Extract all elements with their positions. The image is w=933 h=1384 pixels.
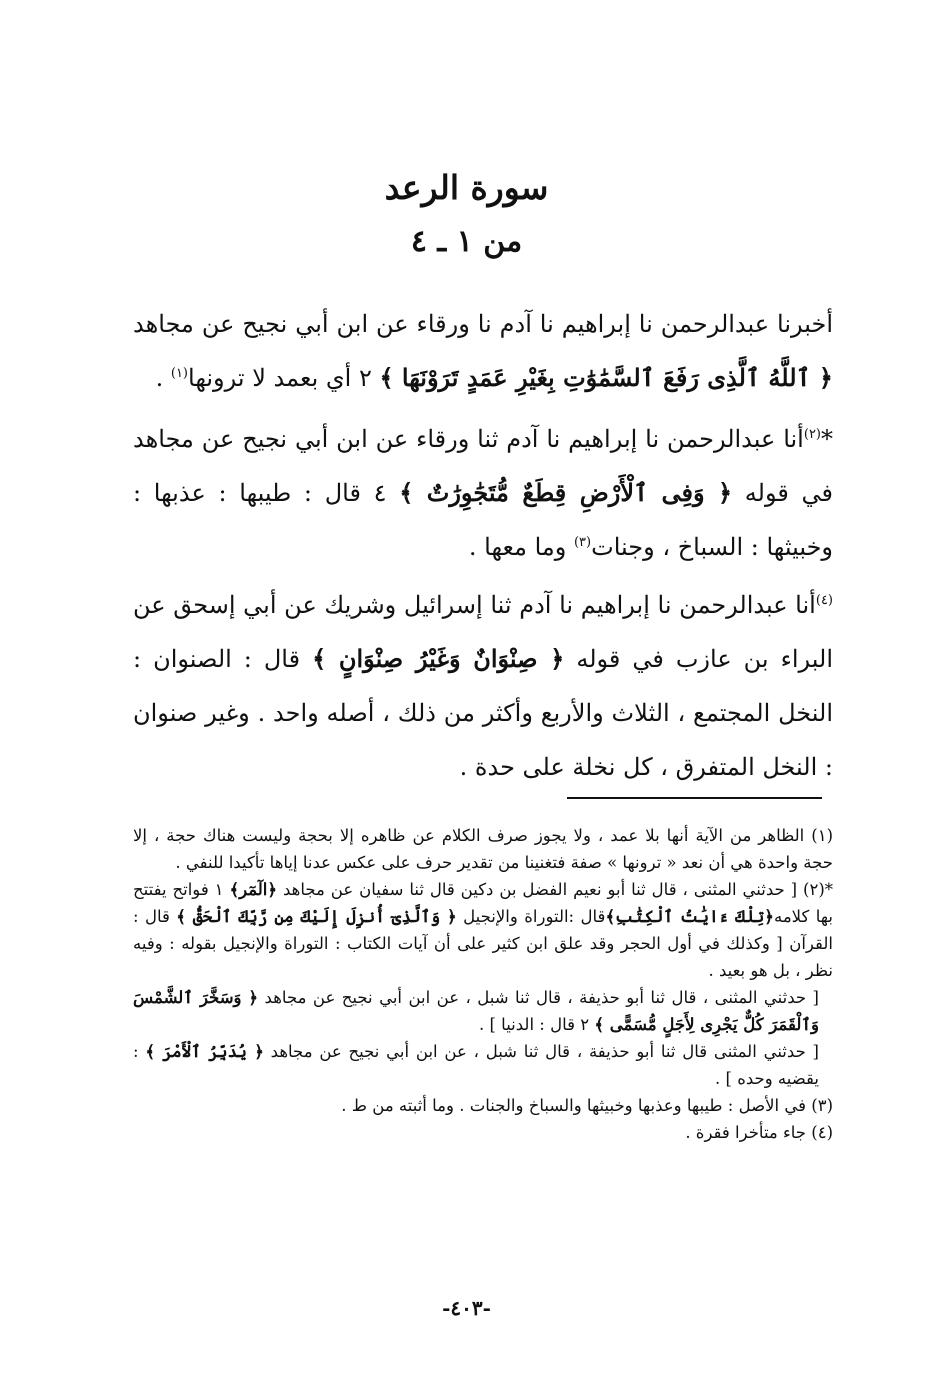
verse-range-subtitle: من ١ ـ ٤: [410, 224, 523, 259]
footnote-text: [ حدثني المثنى قال ثنا أبو حذيفة ، قال ثنا شبل ، عن ابن أبي نجيح عن مجاهد: [263, 1042, 819, 1061]
footnote-2-addendum-2: [133, 1038, 833, 1092]
footnote-3: (٣) في الأصل : طيبها وعذبها وخبيثها والسباخ والجنات . وما أثبته من ط .: [341, 1096, 833, 1115]
quran-quote: ﴿ يُدَبِّرُ ٱلْأَمْرَ ﴾: [145, 1042, 264, 1061]
footnote-ref[interactable]: (٤): [815, 593, 833, 608]
footnote-ref[interactable]: (٣): [573, 535, 592, 550]
surah-title: سورة الرعد: [384, 168, 549, 207]
footnote-4: (٤) جاء متأخرا فقرة .: [685, 1123, 833, 1142]
narration-text: .: [155, 364, 171, 392]
footnotes: [133, 822, 833, 1146]
footnote-2: [133, 876, 833, 984]
narration-text: وما معها .: [468, 533, 574, 561]
narration-text: قال : الصنوان : النخل المجتمع ، الثلاث والأربع وأكثر من ذلك ، أصله واحد . وغير صنوان : النخل المتفرق ، كل نخلة على حدة .: [133, 645, 833, 781]
narration-text: ٤ قال : طيبها : عذبها : وخبيثها : السباخ ، وجنات: [133, 479, 833, 561]
narration-text: ٢ أي بعمد لا ترونها: [188, 364, 380, 392]
narration-text: أخبرنا عبدالرحمن نا إبراهيم نا آدم نا ورقاء عن ابن أبي نجيح عن مجاهد: [133, 310, 833, 338]
quran-quote: ﴿تِلْكَ ءَايَٰتُ ٱلْكِتَٰبِ﴾: [605, 907, 774, 926]
footnote-text: [ حدثني المثنى ، قال ثنا أبو حذيفة ، قال ثنا شبل ، عن ابن أبي نجيح عن مجاهد: [258, 988, 819, 1007]
narration-paragraph-1: [133, 297, 833, 405]
narration-paragraph-2: [133, 412, 833, 574]
footnote-text: ٢ قال : الدنيا ] .: [479, 1015, 595, 1034]
quran-quote: ﴿ وَسَخَّرَ ٱلشَّمْسَ وَٱلْقَمَرَ كُلٌّ يَجْرِى لِأَجَلٍ مُّسَمًّى ﴾: [133, 988, 819, 1034]
footnote-text: *(٢) [ حدثني المثنى ، قال ثنا أبو نعيم الفضل بن دكين قال ثنا سفيان عن مجاهد: [277, 880, 833, 899]
footnote-text: : يقضيه وحده ] .: [133, 1042, 819, 1088]
footnote-text: قال :التوراة والإنجيل: [456, 907, 606, 926]
quran-quote: ﴿ صِنْوَانٌ وَغَيْرُ صِنْوَانٍ ﴾: [312, 644, 565, 673]
narration-text: أنا عبدالرحمن نا إبراهيم نا آدم ثنا ورقاء عن ابن أبي نجيح عن مجاهد في قوله: [133, 425, 833, 507]
footnote-1: (١) الظاهر من الآية أنها بلا عمد ، ولا يجوز صرف الكلام عن ظاهره إلا بحجة وليست هناك حجة ، إلا حجة واحدة هي أن نعد « ترونها » صفة فتغنينا من تقدير حرف على عكس عدنا إياها تأكيدا للنفي .: [133, 826, 833, 872]
page-number: -٤٠٣-: [442, 1296, 491, 1320]
asterisk-mark: *: [821, 425, 833, 453]
footnote-divider: [567, 797, 822, 799]
footnote-text: قال : القرآن [ وكذلك في أول الحجر وقد علق ابن كثير على أن آيات الكتاب : التوراة والإنجيل بقوله : وفيه نظر ، بل هو بعيد .: [133, 907, 833, 980]
quran-quote: ﴿ وَٱلَّذِىٓ أُنزِلَ إِلَيْكَ مِن رَّبِّكَ ٱلْحَقُّ ﴾: [176, 907, 457, 926]
quran-quote: ﴿ ٱللَّهُ ٱلَّذِى رَفَعَ ٱلسَّمَٰوَٰتِ بِغَيْرِ عَمَدٍ تَرَوْنَهَا ﴾: [379, 363, 833, 392]
quran-quote: ﴿الٓمٓر﴾: [229, 880, 278, 899]
footnote-text: ١ فواتح يفتتح بها كلامه: [133, 880, 833, 926]
narration-text: أنا عبدالرحمن نا إبراهيم نا آدم ثنا إسرائيل وشريك عن أبي إسحق عن البراء بن عازب في قوله: [133, 591, 834, 673]
narration-paragraph-3: [133, 578, 833, 794]
footnote-ref[interactable]: (٢): [803, 427, 821, 442]
footnote-ref[interactable]: (١): [170, 366, 188, 381]
footnote-2-addendum-1: [133, 984, 833, 1038]
quran-quote: ﴿ وَفِى ٱلْأَرْضِ قِطَعٌ مُّتَجَٰوِرَٰتٌ ﴾: [399, 478, 733, 507]
